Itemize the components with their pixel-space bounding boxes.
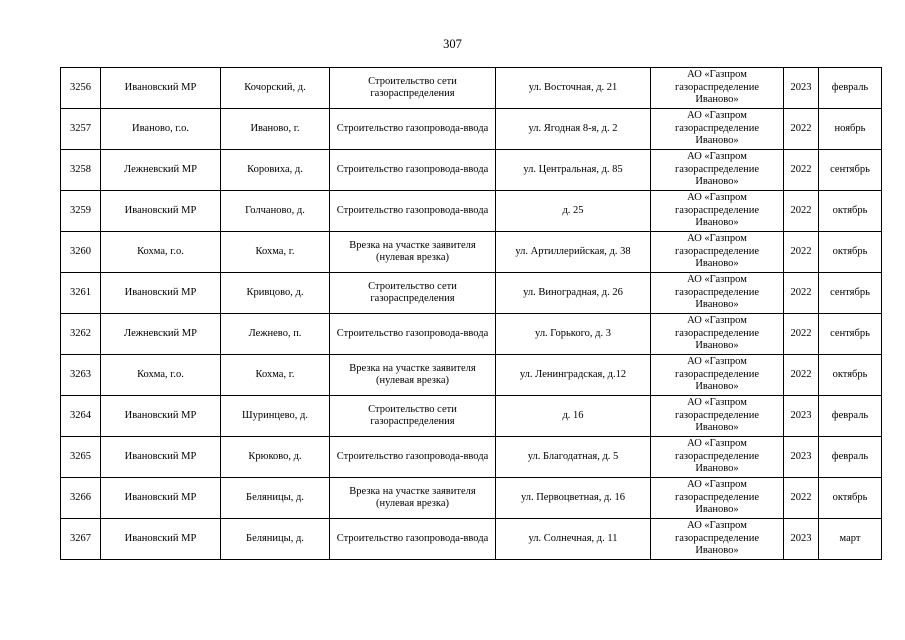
row-number-cell: 3258: [61, 150, 101, 191]
year-cell: 2022: [784, 150, 819, 191]
row-number-cell: 3261: [61, 273, 101, 314]
district-cell: Ивановский МР: [101, 191, 221, 232]
year-cell: 2023: [784, 519, 819, 560]
year-cell: 2022: [784, 314, 819, 355]
address-cell: ул. Солнечная, д. 11: [496, 519, 651, 560]
year-cell: 2022: [784, 478, 819, 519]
district-cell: Ивановский МР: [101, 396, 221, 437]
organization-cell: АО «Газпром газораспределение Иваново»: [651, 68, 784, 109]
table-row: [61, 437, 882, 478]
address-cell: ул. Виноградная, д. 26: [496, 273, 651, 314]
table-row: [61, 273, 882, 314]
work-type-cell: Строительство газопровода-ввода: [330, 314, 496, 355]
organization-cell: АО «Газпром газораспределение Иваново»: [651, 109, 784, 150]
registry-table-body: [61, 68, 882, 560]
row-number-cell: 3263: [61, 355, 101, 396]
district-cell: Ивановский МР: [101, 273, 221, 314]
address-cell: д. 16: [496, 396, 651, 437]
work-type-cell: Строительство сети газораспределения: [330, 273, 496, 314]
work-type-cell: Строительство газопровода-ввода: [330, 109, 496, 150]
district-cell: Кохма, г.о.: [101, 232, 221, 273]
table-row: [61, 519, 882, 560]
work-type-cell: Строительство газопровода-ввода: [330, 191, 496, 232]
address-cell: ул. Горького, д. 3: [496, 314, 651, 355]
address-cell: ул. Восточная, д. 21: [496, 68, 651, 109]
row-number-cell: 3257: [61, 109, 101, 150]
month-cell: март: [819, 519, 882, 560]
locality-cell: Шуринцево, д.: [221, 396, 330, 437]
district-cell: Иваново, г.о.: [101, 109, 221, 150]
row-number-cell: 3256: [61, 68, 101, 109]
locality-cell: Иваново, г.: [221, 109, 330, 150]
work-type-cell: Врезка на участке заявителя (нулевая врезка): [330, 232, 496, 273]
locality-cell: Кочорский, д.: [221, 68, 330, 109]
table-row: [61, 355, 882, 396]
address-cell: ул. Ленинградская, д.12: [496, 355, 651, 396]
work-type-cell: Врезка на участке заявителя (нулевая врезка): [330, 478, 496, 519]
month-cell: февраль: [819, 437, 882, 478]
year-cell: 2022: [784, 109, 819, 150]
organization-cell: АО «Газпром газораспределение Иваново»: [651, 437, 784, 478]
work-type-cell: Врезка на участке заявителя (нулевая врезка): [330, 355, 496, 396]
locality-cell: Кохма, г.: [221, 232, 330, 273]
district-cell: Ивановский МР: [101, 478, 221, 519]
year-cell: 2022: [784, 355, 819, 396]
table-row: [61, 396, 882, 437]
work-type-cell: Строительство сети газораспределения: [330, 68, 496, 109]
registry-table: [60, 67, 882, 560]
address-cell: ул. Ягодная 8-я, д. 2: [496, 109, 651, 150]
table-row: [61, 191, 882, 232]
month-cell: октябрь: [819, 478, 882, 519]
address-cell: ул. Первоцветная, д. 16: [496, 478, 651, 519]
month-cell: февраль: [819, 396, 882, 437]
row-number-cell: 3267: [61, 519, 101, 560]
district-cell: Ивановский МР: [101, 437, 221, 478]
row-number-cell: 3260: [61, 232, 101, 273]
table-row: [61, 314, 882, 355]
work-type-cell: Строительство сети газораспределения: [330, 396, 496, 437]
locality-cell: Лежнево, п.: [221, 314, 330, 355]
address-cell: ул. Артиллерийская, д. 38: [496, 232, 651, 273]
work-type-cell: Строительство газопровода-ввода: [330, 150, 496, 191]
month-cell: октябрь: [819, 191, 882, 232]
month-cell: февраль: [819, 68, 882, 109]
locality-cell: Беляницы, д.: [221, 519, 330, 560]
row-number-cell: 3262: [61, 314, 101, 355]
month-cell: октябрь: [819, 232, 882, 273]
organization-cell: АО «Газпром газораспределение Иваново»: [651, 355, 784, 396]
month-cell: сентябрь: [819, 150, 882, 191]
table-row: [61, 109, 882, 150]
locality-cell: Голчаново, д.: [221, 191, 330, 232]
year-cell: 2023: [784, 437, 819, 478]
year-cell: 2023: [784, 396, 819, 437]
year-cell: 2022: [784, 232, 819, 273]
row-number-cell: 3264: [61, 396, 101, 437]
locality-cell: Беляницы, д.: [221, 478, 330, 519]
month-cell: ноябрь: [819, 109, 882, 150]
year-cell: 2022: [784, 191, 819, 232]
month-cell: октябрь: [819, 355, 882, 396]
district-cell: Кохма, г.о.: [101, 355, 221, 396]
address-cell: ул. Благодатная, д. 5: [496, 437, 651, 478]
page-number: 307: [443, 37, 462, 51]
work-type-cell: Строительство газопровода-ввода: [330, 519, 496, 560]
organization-cell: АО «Газпром газораспределение Иваново»: [651, 150, 784, 191]
address-cell: ул. Центральная, д. 85: [496, 150, 651, 191]
year-cell: 2022: [784, 273, 819, 314]
work-type-cell: Строительство газопровода-ввода: [330, 437, 496, 478]
organization-cell: АО «Газпром газораспределение Иваново»: [651, 478, 784, 519]
table-row: [61, 150, 882, 191]
year-cell: 2023: [784, 68, 819, 109]
locality-cell: Коровиха, д.: [221, 150, 330, 191]
organization-cell: АО «Газпром газораспределение Иваново»: [651, 314, 784, 355]
organization-cell: АО «Газпром газораспределение Иваново»: [651, 519, 784, 560]
address-cell: д. 25: [496, 191, 651, 232]
organization-cell: АО «Газпром газораспределение Иваново»: [651, 396, 784, 437]
organization-cell: АО «Газпром газораспределение Иваново»: [651, 273, 784, 314]
locality-cell: Кохма, г.: [221, 355, 330, 396]
month-cell: сентябрь: [819, 314, 882, 355]
locality-cell: Крюково, д.: [221, 437, 330, 478]
district-cell: Ивановский МР: [101, 68, 221, 109]
district-cell: Лежневский МР: [101, 314, 221, 355]
row-number-cell: 3266: [61, 478, 101, 519]
row-number-cell: 3259: [61, 191, 101, 232]
table-row: [61, 478, 882, 519]
district-cell: Лежневский МР: [101, 150, 221, 191]
district-cell: Ивановский МР: [101, 519, 221, 560]
organization-cell: АО «Газпром газораспределение Иваново»: [651, 232, 784, 273]
locality-cell: Кривцово, д.: [221, 273, 330, 314]
organization-cell: АО «Газпром газораспределение Иваново»: [651, 191, 784, 232]
month-cell: сентябрь: [819, 273, 882, 314]
table-row: [61, 232, 882, 273]
table-row: [61, 68, 882, 109]
row-number-cell: 3265: [61, 437, 101, 478]
